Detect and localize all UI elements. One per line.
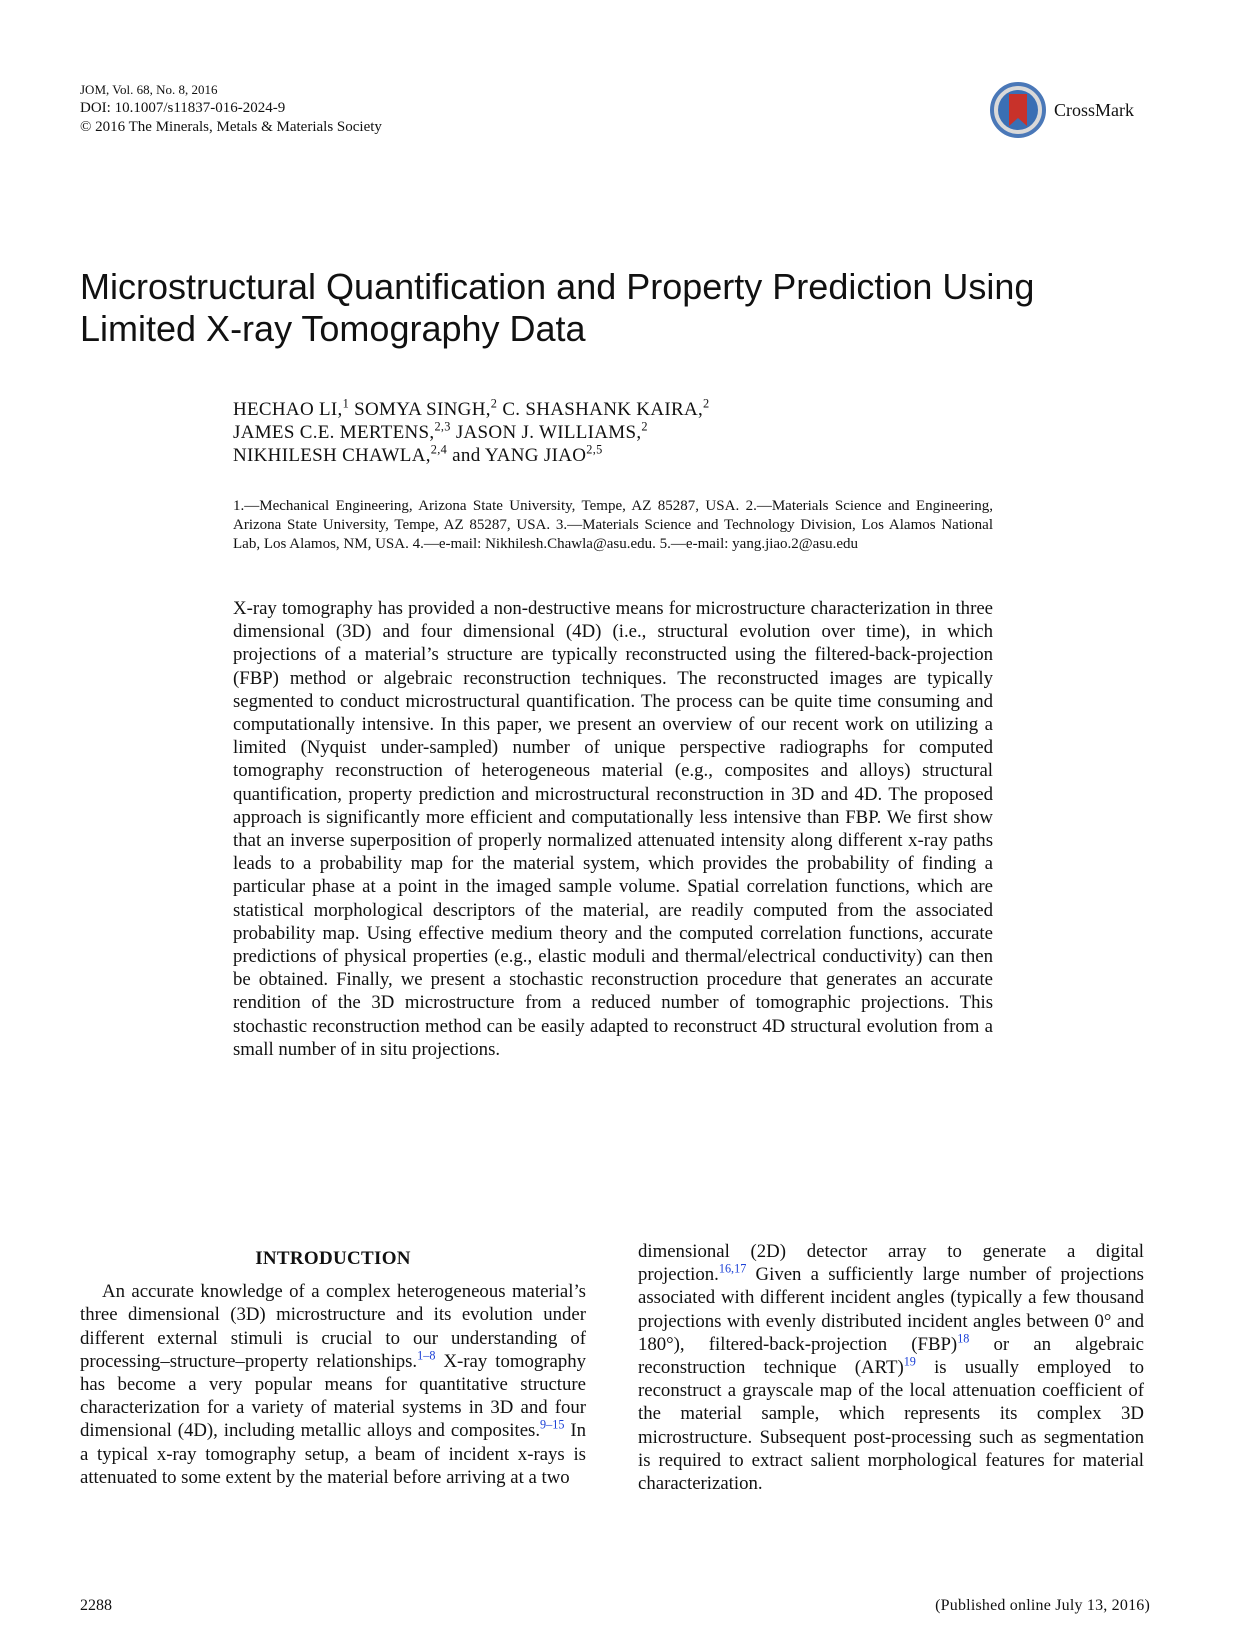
published-date: (Published online July 13, 2016) [935,1597,1150,1614]
introduction-right-column [638,1240,1144,1495]
author-name: NIKHILESH CHAWLA, [233,445,431,466]
title-line-2: Limited X-ray Tomography Data [80,308,586,349]
page-number: 2288 [80,1597,112,1614]
author-line [233,398,710,421]
body-paragraph [638,1240,1144,1495]
body-paragraph [80,1280,586,1489]
section-heading: INTRODUCTION [255,1248,411,1269]
author-line [233,444,710,467]
doi[interactable]: DOI: 10.1007/s11837-016-2024-9 [80,100,286,116]
copyright: © 2016 The Minerals, Metals & Materials Society [80,119,382,135]
body-text: In a typical x-ray tomography setup, a beam of incident x-rays is attenuated to some extent by the material before arriving at a two [80,1420,587,1488]
citation-link[interactable]: 18 [957,1331,970,1346]
citation-link[interactable]: 19 [903,1354,916,1369]
citation-link[interactable]: 9–15 [540,1418,565,1433]
author-name: SOMYA SINGH, [349,399,491,420]
introduction-left-column [80,1247,586,1489]
author-affiliation-mark: 2,5 [586,442,603,457]
author-name: JASON J. WILLIAMS, [450,422,642,443]
author-affiliation-mark: 2 [490,396,498,411]
citation-link[interactable]: 1–8 [417,1348,436,1363]
author-affiliation-mark: 2,4 [430,442,448,457]
abstract: X-ray tomography has provided a non-destructive means for microstructure characterization in three dimensional (3D) and four dimensional (4D) (i.e., structural evolution over time), in which projections of a material’s structure are typically reconstructed using the filtered-back-projection (FBP) method or algebraic reconstruction techniques. The reconstructed images are typically segmented to conduct microstructural quantification. The process can be quite time consuming and computationally intensive. In this paper, we present an overview of our recent work on utilizing a limited (Nyquist under-sampled) number of unique perspective radiographs for computed tomography reconstruction of heterogeneous material (e.g., composites and alloys) structural quantification, property prediction and microstructural reconstruction in 3D and 4D. The proposed approach is significantly more efficient and computationally less intensive than FBP. We first show that an inverse superposition of properly normalized attenuated intensity along different x-ray paths leads to a probability map for the material system, which provides the probability of finding a particular phase at a point in the imaged sample volume. Spatial correlation functions, which are statistical morphological descriptors of the material, are readily computed from the associated probability map. Using effective medium theory and the computed correlation functions, accurate predictions of physical properties (e.g., elastic moduli and thermal/electrical conductivity) can then be obtained. Finally, we present a stochastic reconstruction procedure that generates an accurate rendition of the 3D microstructure from a reduced number of tomographic projections. This stochastic reconstruction method can be easily adapted to reconstruct 4D structural evolution from a small number of in situ projections. [233,598,993,1060]
body-text: dimensional (2D) detector array to generate a digital projection. [638,1241,1144,1286]
body-text: is usually employed to reconstruct a grayscale map of the local attenuation coefficient of the material sample, which represents its complex 3D microstructure. Subsequent post-processing such as segmentation is required to extract salient morphological features for material characterization. [638,1357,1144,1495]
author-name: JAMES C.E. MERTENS, [233,422,435,443]
author-name: C. SHASHANK KAIRA, [497,399,704,420]
author-affiliation-mark: 2 [641,419,648,434]
author-affiliation-mark: 2,3 [434,419,451,434]
journal-reference: JOM, Vol. 68, No. 8, 2016 [80,82,218,97]
author-list [233,398,710,467]
author-affiliation-mark: 2 [703,396,710,411]
body-text: X-ray tomography has become a very popular means for quantitative structure characterization for a variety of material systems in 3D and four dimensional (4D), including metallic alloys and composites. [80,1350,587,1442]
title-line-1: Microstructural Quantification and Property Prediction Using [80,266,1035,307]
crossmark-badge[interactable] [990,82,1134,138]
author-name: HECHAO LI, [233,399,343,420]
author-affiliation-mark: 1 [342,396,350,411]
body-text: An accurate knowledge of a complex heterogeneous material’s three dimensional (3D) microstructure and its evolution under different external stimuli is crucial to our understanding of processing–structure–property relationships. [80,1281,586,1372]
journal-meta [80,80,382,137]
affiliations: 1.—Mechanical Engineering, Arizona State University, Tempe, AZ 85287, USA. 2.—Materials Science and Engineering, Arizona State University, Tempe, AZ 85287, USA. 3.—Materials Science and Technology Division, Los Alamos National Lab, Los Alamos, NM, USA. 4.—e-mail: Nikhilesh.Chawla@asu.edu. 5.—e-mail: yang.jiao.2@asu.edu [233,498,993,552]
body-text: or an algebraic reconstruction technique (ART) [638,1333,1145,1379]
author-name: and YANG JIAO [447,445,587,466]
author-line [233,421,710,444]
citation-link[interactable]: 16,17 [718,1261,747,1276]
paper-title [80,266,1170,350]
body-text: Given a sufficiently large number of projections associated with different incident angles (typically a few thousand projections with evenly distributed incident angles between 0° and 180°), filtered-back-projection (FBP) [638,1264,1144,1355]
crossmark-label: CrossMark [1054,99,1134,120]
crossmark-icon [990,82,1046,138]
